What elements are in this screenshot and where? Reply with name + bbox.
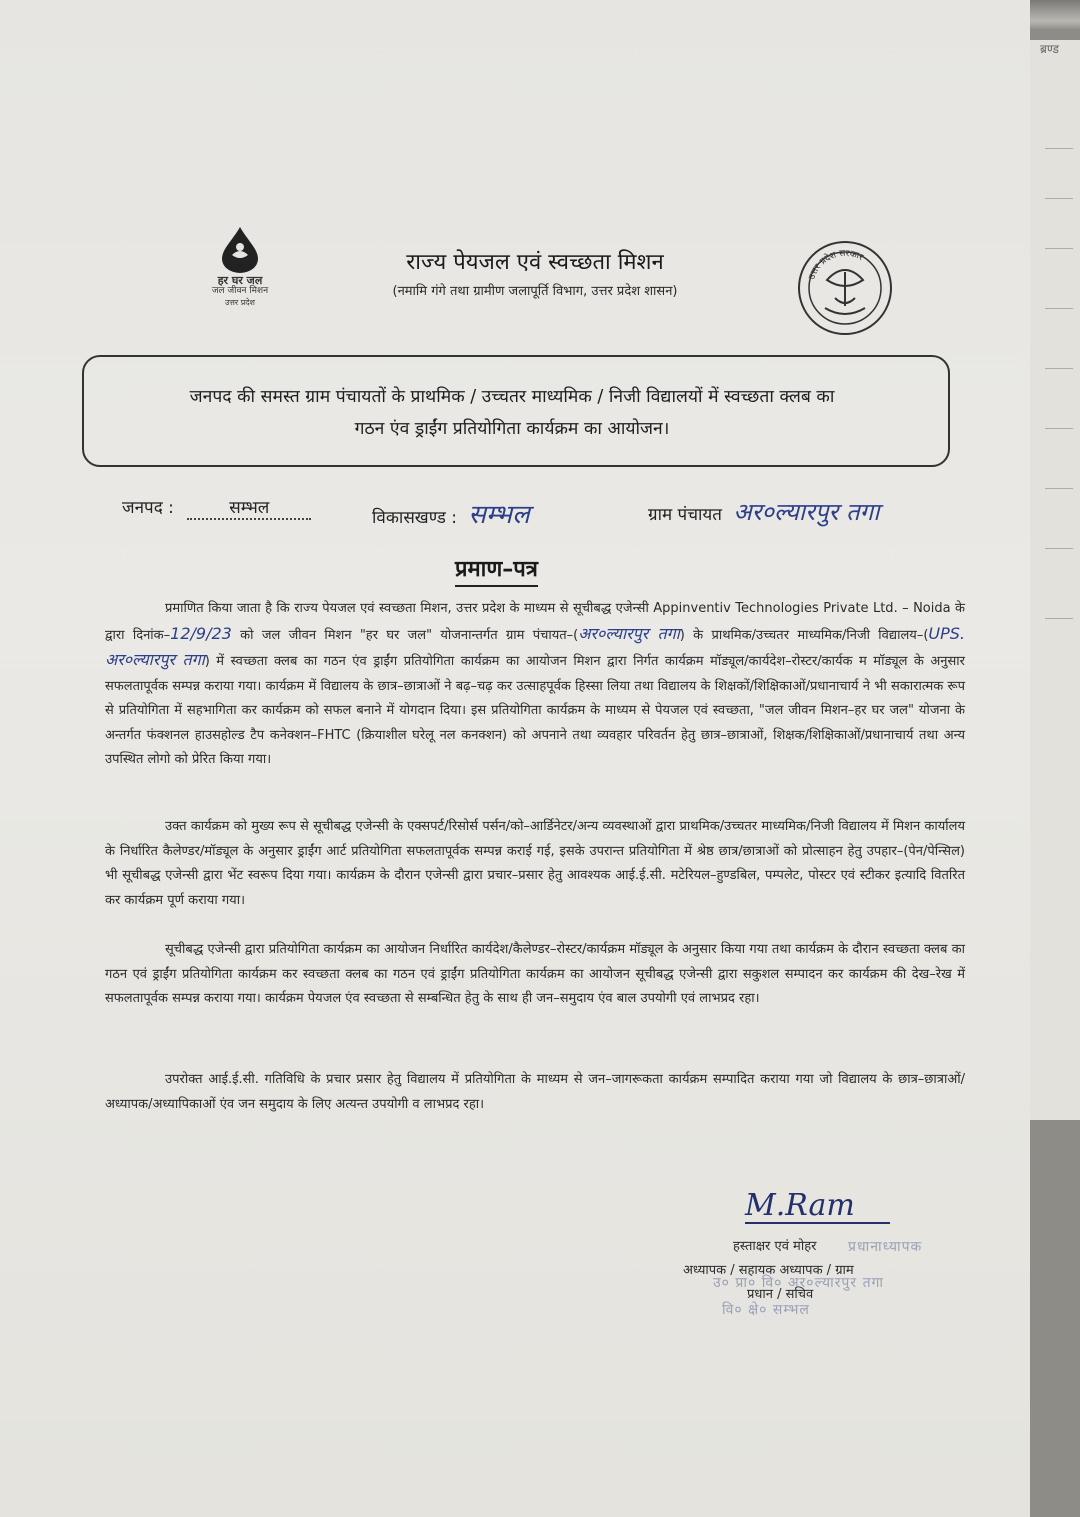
certificate-paragraph-1 xyxy=(105,597,965,773)
logo-text-1: हर घर जल xyxy=(217,274,263,287)
para1-text-c: ) के प्राथमिक/उच्चतर माध्यमिक/निजी विद्यालय–( xyxy=(679,627,929,643)
header-title: राज्य पेयजल एवं स्वच्छता मिशन xyxy=(406,250,664,275)
background-scribble xyxy=(1045,190,1073,199)
background-scribble xyxy=(1045,140,1073,149)
background-scribble xyxy=(1045,360,1073,369)
para1-text-d: ) में स्वच्छता क्लब का गठन एंव ड्राईंग प्रतियोगिता कार्यक्रम का आयोजन मिशन द्वारा निर्गत कार्यक्रम मॉड्यूल/कार्यदेश–रोस्टर/कार्यक म मॉड्यूल के अनुसार सफलतापूर्वक सम्पन्न कराया गया। कार्यक्रम में विद्यालय के छात्र–छात्राओं ने बढ़–चढ़ कर उत्साहपूर्वक हिस्सा लिया तथा विद्यालय के शिक्षकों/शिक्षिकाओं/प्रधानाचार्य ने भी सकारात्मक रूप से प्रतियोगिता में सहभागिता कर कार्यक्रम को सफल बनाने में योगदान दिया। इस प्रतियोगिता कार्यक्रम के माध्यम से पेयजल एवं स्वच्छता, "जल जीवन मिशन–हर घर जल" योजना के अन्तर्गत फंक्शनल हाउसहोल्ड टैप कनेक्शन–FHTC (क्रियाशील घरेलू नल कनक्शन) को अपनाने तथा व्यवहार परिवर्तन हेतु छात्र–छात्राओं, शिक्षक/शिक्षिकाओं/प्रधानाचार्य तथा अन्य उपस्थित लोगो को प्रेरित किया गया। xyxy=(105,654,965,767)
gram-panchayat-field xyxy=(648,495,879,528)
janpad-value-text: सम्भल xyxy=(229,498,270,518)
background-page-text: ब्रण्ड xyxy=(1040,42,1059,56)
emblem-seal-icon xyxy=(795,238,895,338)
handwritten-date: 12/9/23 xyxy=(170,623,232,643)
janpad-value xyxy=(187,495,311,520)
background-scribble xyxy=(1045,420,1073,429)
stamp-line-2: उ० प्रा० वि० अर०ल्यारपुर तगा xyxy=(713,1275,885,1291)
background-scribble xyxy=(1045,480,1073,489)
svg-text:उत्तर प्रदेश सरकार: उत्तर प्रदेश सरकार xyxy=(807,248,865,282)
janpad-field xyxy=(122,495,311,520)
signatory-designation-2: प्रधान / सचिव xyxy=(747,1287,814,1302)
header-subtitle: (नमामि गंगे तथा ग्रामीण जलापूर्ति विभाग, उत्तर प्रदेश शासन) xyxy=(392,284,678,299)
background-scribble xyxy=(1045,300,1073,309)
water-drop-icon xyxy=(210,225,270,275)
certificate-paragraph-2: उक्त कार्यक्रम को मुख्य रूप से सूचीबद्ध एजेन्सी के एक्सपर्ट/रिसोर्स पर्सन/को–आर्डिनेटर/अन्य व्यवस्थाओं द्वारा प्राथमिक/उच्चतर माध्यमिक/निजी विद्यालय में मिशन कार्यालय के निर्धारित कैलेण्डर/मॉड्यूल के अनुसार ड्राईंग आर्ट प्रतियोगिता सफलतापूर्वक सम्पन्न कराई गई, इसके उपरान्त प्रतियोगिता में श्रेष्ठ छात्र/छात्राओं को प्रोत्साहन हेतु उपहार–(पेन/पेन्सिल) भी सूचीबद्ध एजेन्सी द्वारा भेंट स्वरूप दिया गया। कार्यक्रम के दौरान एजेन्सी द्वारा प्रचार–प्रसार हेतु आवश्यक आई.ई.सी. मटेरियल–हुण्डबिल, पम्पलेट, पोस्टर एवं स्टीकर इत्यादि वितरित कर कार्यक्रम पूर्ण कराया गया। xyxy=(105,819,965,908)
background-scribble xyxy=(1045,240,1073,249)
subject-line-1: जनपद की समस्त ग्राम पंचायतों के प्राथमिक / उच्चतर माध्यमिक / निजी विद्यालयों में स्वच्छता क्लब का xyxy=(189,387,835,407)
vikaskhand-field xyxy=(372,495,530,531)
up-government-emblem xyxy=(795,238,895,338)
har-ghar-jal-logo xyxy=(190,225,290,320)
vikaskhand-value: सम्भल xyxy=(468,500,530,530)
stamp-line-1: प्रधानाध्यापक xyxy=(848,1239,923,1255)
signature: M.Ram xyxy=(745,1188,855,1223)
signature-label: हस्ताक्षर एवं मोहर xyxy=(733,1239,817,1254)
signature-underline xyxy=(745,1222,890,1224)
signatory-designation: अध्यापक / सहायक अध्यापक / ग्राम xyxy=(683,1263,854,1278)
logo-text-2: जल जीवन मिशन xyxy=(211,286,269,296)
certificate-title: प्रमाण–पत्र xyxy=(455,553,538,587)
background-scribble xyxy=(1045,540,1073,549)
para1-text-a: प्रमाणित किया जाता है कि राज्य पेयजल एवं स्वच्छता मिशन, उत्तर प्रदेश के माध्यम से सूचीबद्ध एजेन्सी Appinventiv Technologies Private Ltd. – Noida के द्वारा दिनांक– xyxy=(105,601,965,643)
certificate-paragraph-4: उपरोक्त आई.ई.सी. गतिविधि के प्रचार प्रसार हेतु विद्यालय में प्रतियोगिता के माध्यम से जन–जागरूकता कार्यक्रम सम्पादित कराया गया जो विद्यालय के छात्र–छात्राओं/अध्यापक/अध्यापिकाओं एंव जन समुदाय के लिए अत्यन्त उपयोगी व लाभप्रद रहा। xyxy=(105,1072,965,1112)
para1-text-b: को जल जीवन मिशन "हर घर जल" योजनान्तर्गत ग्राम पंचायत–( xyxy=(231,627,579,643)
janpad-label: जनपद : xyxy=(122,498,174,518)
gram-panchayat-label: ग्राम पंचायत xyxy=(648,505,722,525)
certificate-paragraph-3: सूचीबद्ध एजेन्सी द्वारा प्रतियोगिता कार्यक्रम का आयोजन निर्धारित कार्यदेश/कैलेण्डर–रोस्टर/कार्यक्रम मॉड्यूल के अनुसार किया गया तथा कार्यक्रम के दौरान स्वच्छता क्लब का गठन एवं ड्राईंग प्रतियोगिता कार्यक्रम कर स्वच्छता क्लब का गठन एवं ड्राईंग प्रतियोगिता कार्यक्रम का आयोजन सूचीबद्ध एजेन्सी द्वारा सकुशल सम्पादन कर कार्यक्रम की देख–रेख में सफलतापूर्वक सम्पन्न कराया गया। कार्यक्रम पेयजल एंव स्वच्छता से सम्बन्धित हेतु के साथ ही जन–समुदाय एंव बाल उपयोगी एवं लाभप्रद रहा। xyxy=(105,942,965,1006)
gram-panchayat-value: अर०ल्यारपुर तगा xyxy=(733,498,880,526)
handwritten-school-name: UPS. अर०ल्यारपुर तगा xyxy=(105,623,965,669)
vikaskhand-label: विकासखण्ड : xyxy=(372,508,458,528)
logo-text-3: उत्तर प्रदेश xyxy=(225,298,255,307)
background-scribble xyxy=(1045,610,1073,619)
subject-box xyxy=(82,355,950,467)
stamp-line-3: वि० क्षे० सम्भल xyxy=(722,1302,810,1318)
subject-line-2: गठन एंव ड्राईंग प्रतियोगिता कार्यक्रम का आयोजन। xyxy=(354,419,670,439)
handwritten-gram-panchayat: अर०ल्यारपुर तगा xyxy=(578,623,680,643)
